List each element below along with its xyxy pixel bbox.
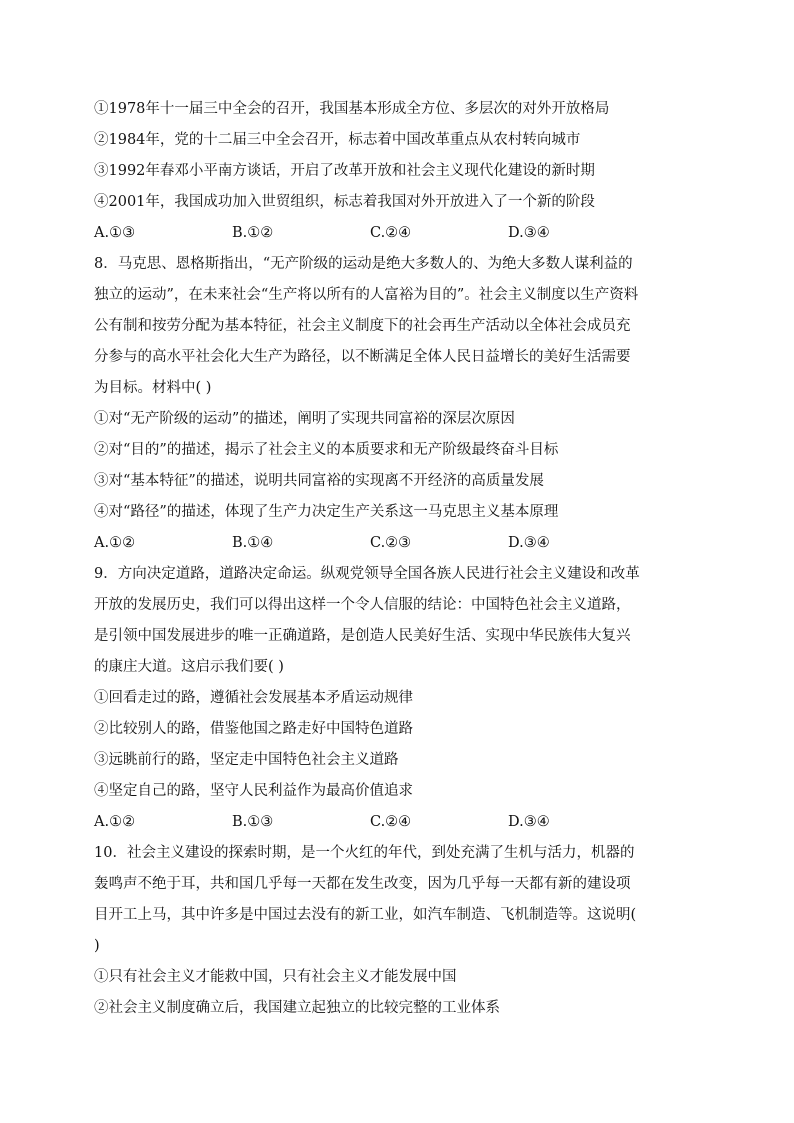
q9-item-3: ③远眺前行的路，坚定走中国特色社会主义道路 bbox=[94, 752, 399, 768]
question-9 bbox=[94, 559, 714, 838]
q8-stem-line-3: 公有制和按劳分配为基本特征，社会主义制度下的社会再生产活动以全体社会成员充 bbox=[94, 318, 631, 334]
q8-item-3: ③对“基本特征”的描述，说明共同富裕的实现离不开经济的高质量发展 bbox=[94, 473, 544, 489]
q8-item-4: ④对“路径”的描述，体现了生产力决定生产关系这一马克思主义基本原理 bbox=[94, 504, 559, 520]
exam-page bbox=[94, 94, 714, 1024]
q8-stem-line-5: 为目标。材料中( ) bbox=[94, 380, 212, 396]
q7-option-c: C.②④ bbox=[370, 225, 412, 241]
question-7 bbox=[94, 94, 714, 249]
q8-option-d: D.③④ bbox=[508, 535, 550, 551]
q10-item-1: ①只有社会主义才能救中国，只有社会主义才能发展中国 bbox=[94, 969, 457, 985]
q9-item-2: ②比较别人的路，借鉴他国之路走好中国特色道路 bbox=[94, 721, 413, 737]
q8-option-a: A.①② bbox=[94, 535, 136, 551]
q7-option-b: B.①② bbox=[232, 225, 274, 241]
q8-options bbox=[94, 528, 714, 559]
q7-item-3: ③1992年春邓小平南方谈话，开启了改革开放和社会主义现代化建设的新时期 bbox=[94, 163, 595, 179]
q10-item-2: ②社会主义制度确立后，我国建立起独立的比较完整的工业体系 bbox=[94, 1000, 500, 1016]
q8-stem-line-4: 分参与的高水平社会化大生产为路径，以不断满足全体人民日益增长的美好生活需要 bbox=[94, 349, 631, 365]
q10-stem-line-3: 目开工上马，其中许多是中国过去没有的新工业，如汽车制造、飞机制造等。这说明( bbox=[94, 907, 637, 923]
q7-item-1: ①1978年十一届三中全会的召开，我国基本形成全方位、多层次的对外开放格局 bbox=[94, 101, 610, 117]
q9-stem-line-1: 9．方向决定道路，道路决定命运。纵观党领导全国各族人民进行社会主义建设和改革 bbox=[94, 566, 640, 582]
q9-options bbox=[94, 807, 714, 838]
q10-stem-line-1: 10．社会主义建设的探索时期，是一个火红的年代，到处充满了生机与活力，机器的 bbox=[94, 845, 635, 861]
q8-option-b: B.①④ bbox=[232, 535, 274, 551]
q7-option-d: D.③④ bbox=[508, 225, 550, 241]
q9-item-1: ①回看走过的路，遵循社会发展基本矛盾运动规律 bbox=[94, 690, 413, 706]
q9-option-c: C.②④ bbox=[370, 814, 412, 830]
q10-stem-line-4: ) bbox=[94, 938, 100, 954]
q8-item-1: ①对“无产阶级的运动”的描述，阐明了实现共同富裕的深层次原因 bbox=[94, 411, 515, 427]
q7-item-2: ②1984年，党的十二届三中全会召开，标志着中国改革重点从农村转向城市 bbox=[94, 132, 581, 148]
q8-stem-line-2: 独立的运动”，在未来社会“生产将以所有的人富裕为目的”。社会主义制度以生产资料 bbox=[94, 287, 639, 303]
q9-stem-line-4: 的康庄大道。这启示我们要( ) bbox=[94, 659, 284, 675]
question-8 bbox=[94, 249, 714, 559]
q8-stem-line-1: 8．马克思、恩格斯指出，“无产阶级的运动是绝大多数人的、为绝大多数人谋利益的 bbox=[94, 256, 633, 272]
question-10 bbox=[94, 838, 714, 1024]
q8-item-2: ②对“目的”的描述，揭示了社会主义的本质要求和无产阶级最终奋斗目标 bbox=[94, 442, 559, 458]
q8-option-c: C.②③ bbox=[370, 535, 412, 551]
q9-stem-line-2: 开放的发展历史，我们可以得出这样一个令人信服的结论：中国特色社会主义道路， bbox=[94, 597, 631, 613]
q9-option-d: D.③④ bbox=[508, 814, 550, 830]
q9-option-b: B.①③ bbox=[232, 814, 274, 830]
q9-option-a: A.①② bbox=[94, 814, 136, 830]
q7-option-a: A.①③ bbox=[94, 225, 136, 241]
q10-stem-line-2: 轰鸣声不绝于耳，共和国几乎每一天都在发生改变，因为几乎每一天都有新的建设项 bbox=[94, 876, 631, 892]
q7-item-4: ④2001年，我国成功加入世贸组织，标志着我国对外开放进入了一个新的阶段 bbox=[94, 194, 595, 210]
q9-stem-line-3: 是引领中国发展进步的唯一正确道路，是创造人民美好生活、实现中华民族伟大复兴 bbox=[94, 628, 631, 644]
q7-options bbox=[94, 218, 714, 249]
q9-item-4: ④坚定自己的路，坚守人民利益作为最高价值追求 bbox=[94, 783, 413, 799]
